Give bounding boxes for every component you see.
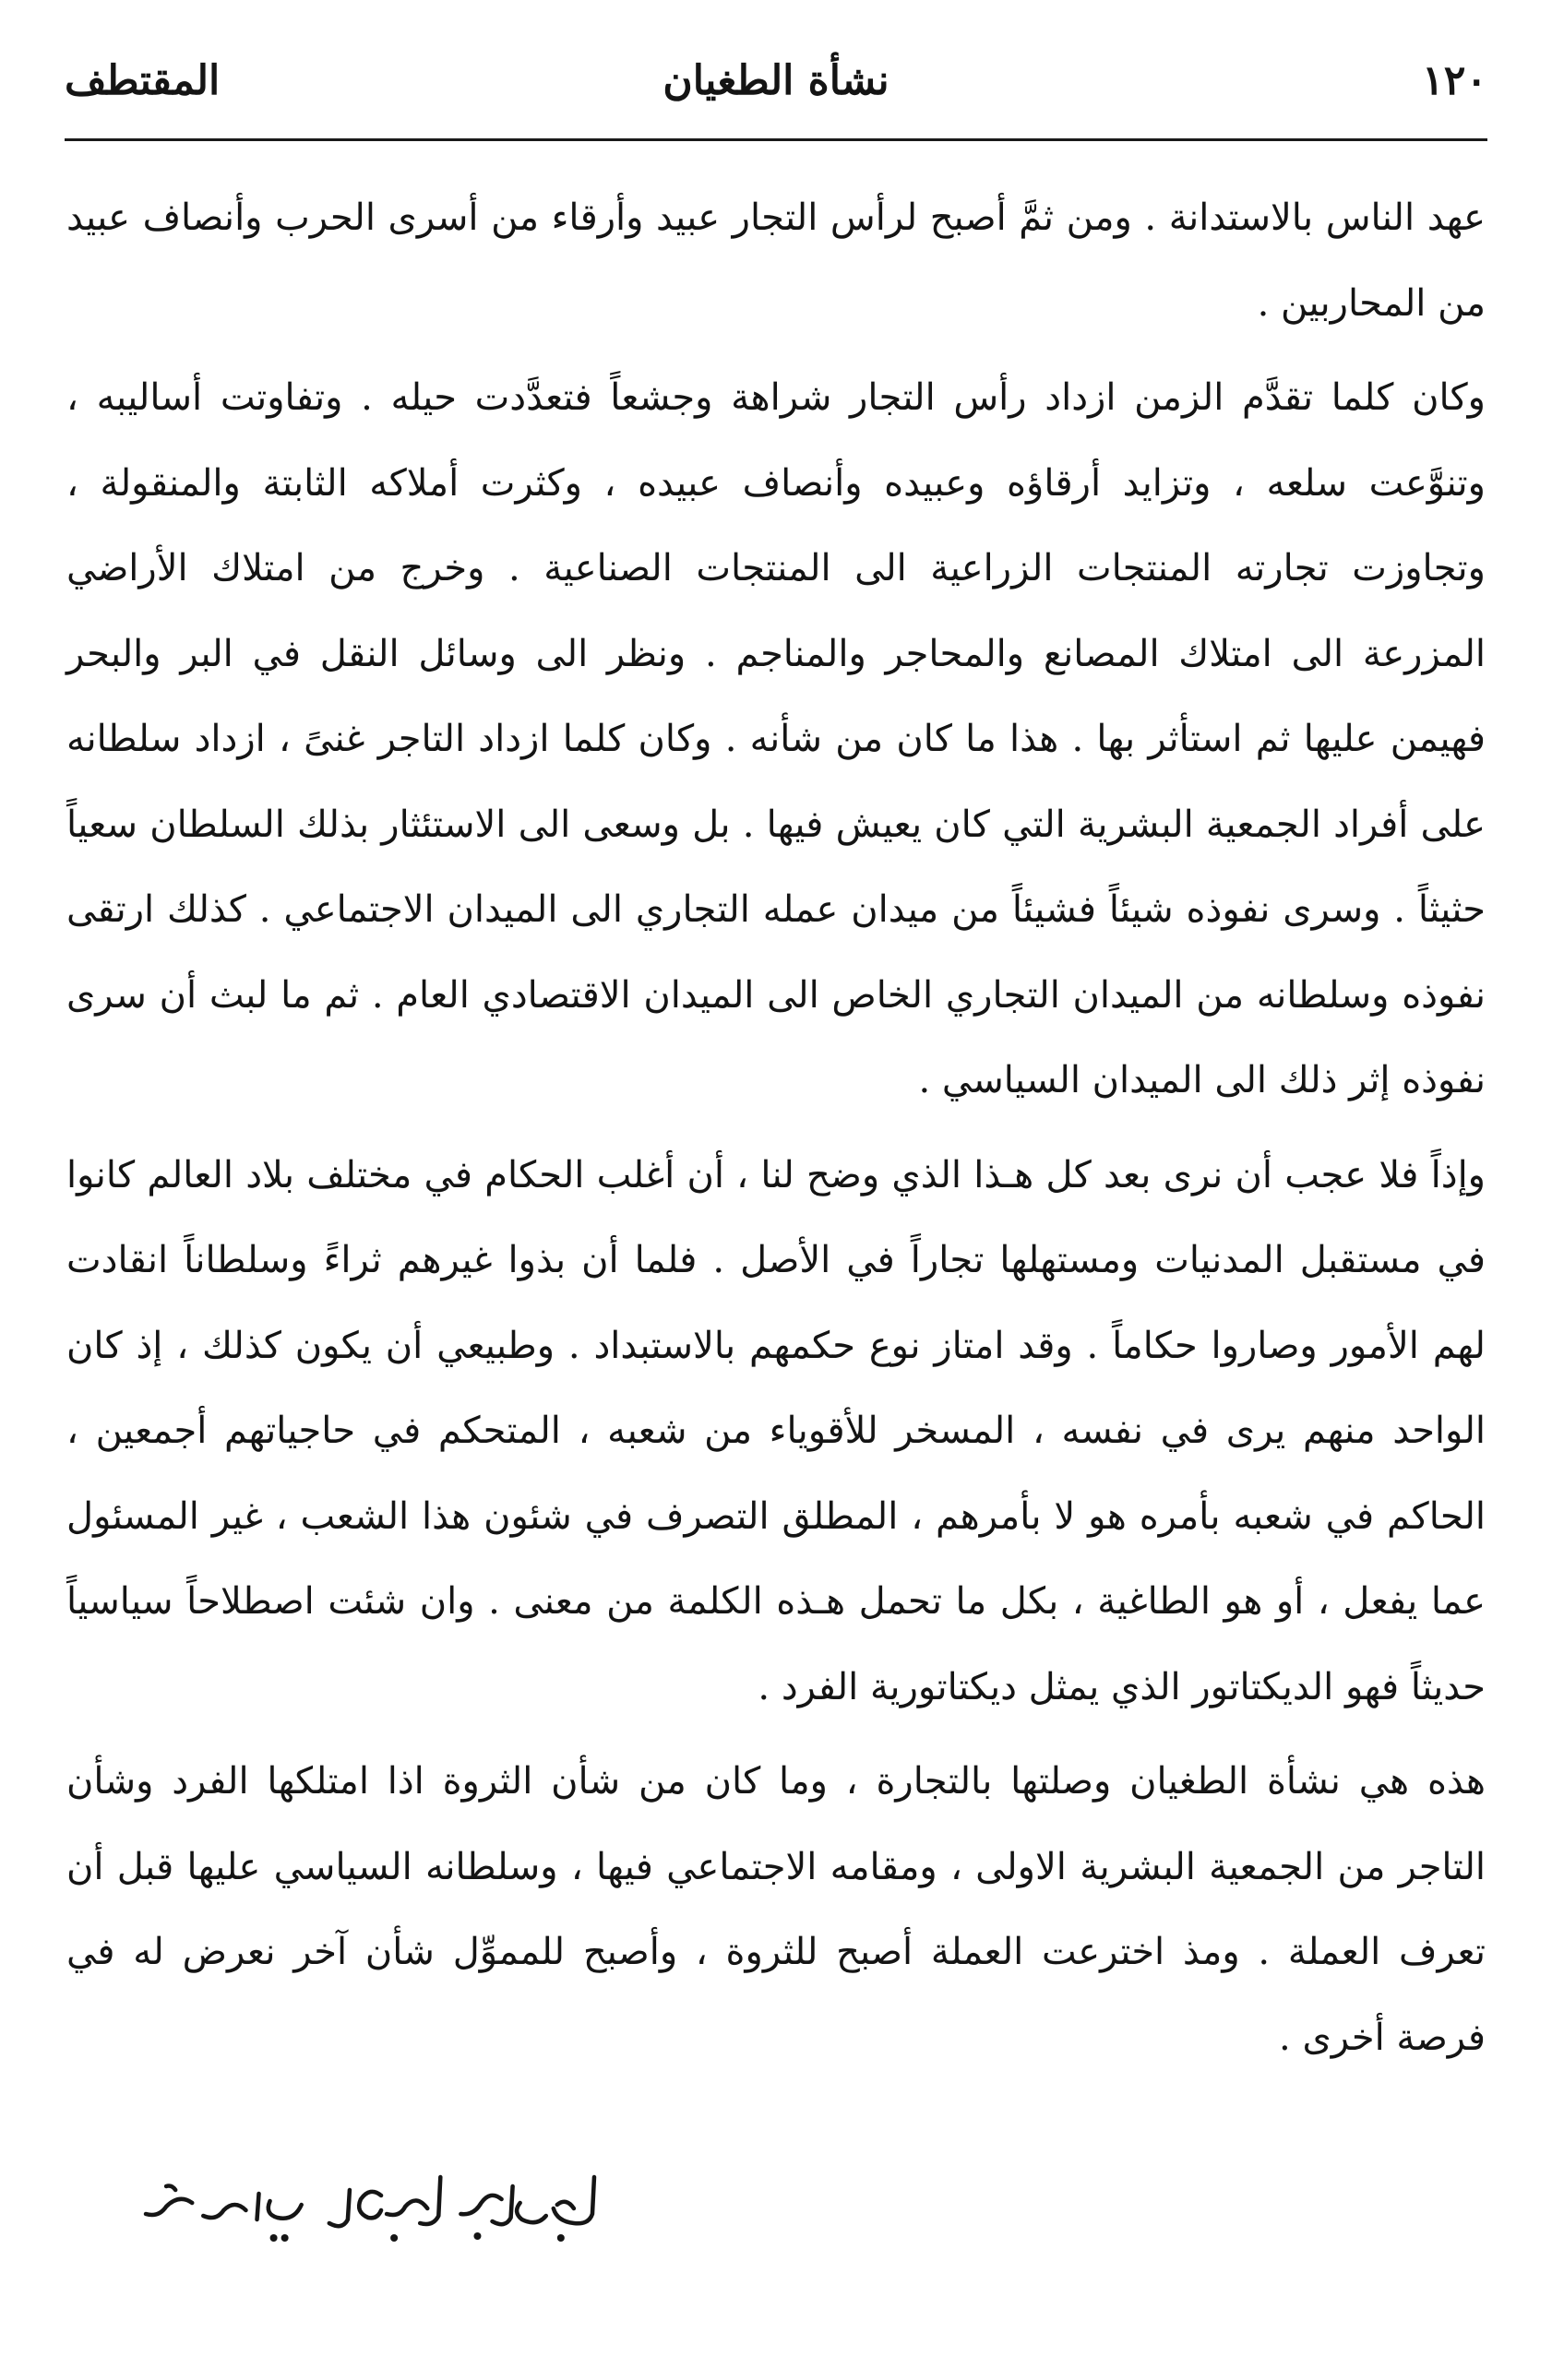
- paragraph: هذه هي نشأة الطغيان وصلتها بالتجارة ، وما كان من شأن الثروة اذا امتلكها الفرد وشأن التاجر من الجمعية البشرية الاولى ، ومقامه الاجتماعي فيها ، وسلطانه السياسي عليها قبل أن تعرف العملة . ومذ اخترعت العملة أصبح للثروة ، وأصبح للمموِّل شأن آخر نعرض له في فرصة أخرى .: [66, 1760, 1486, 2059]
- author-signature: [138, 2149, 602, 2260]
- signature-graphic: [138, 2149, 602, 2260]
- page-number: ١٢٠: [1422, 57, 1487, 104]
- paragraph: وكان كلما تقدَّم الزمن ازداد رأس التجار شراهة وجشعاً فتعدَّدت حيله . وتفاوتت أساليبه ، وتنوَّعت سلعه ، وتزايد أرقاؤه وعبيده وأنصاف عبيده ، وكثرت أملاكه الثابتة والمنقولة ، وتجاوزت تجارته المنتجات الزراعية الى المنتجات الصناعية . وخرج من امتلاك الأراضي المزرعة الى امتلاك المصانع والمحاجر والمناجم . ونظر الى وسائل النقل في البر والبحر فهيمن عليها ثم استأثر بها . هذا ما كان من شأنه . وكان كلما ازداد التاجر غنىً ، ازداد سلطانه على أفراد الجمعية البشرية التي كان يعيش فيها . بل وسعى الى الاستئثار بذلك السلطان سعياً حثيثاً . وسرى نفوذه شيئاً فشيئاً من ميدان عمله التجاري الى الميدان الاجتماعي . كذلك ارتقى نفوذه وسلطانه من الميدان التجاري الخاص الى الميدان الاقتصادي العام . ثم ما لبث أن سرى نفوذه إثر ذلك الى الميدان السياسي .: [66, 376, 1486, 1101]
- article-body: [66, 175, 1486, 2089]
- article-title: نشأة الطغيان: [663, 57, 889, 104]
- paragraph: عهد الناس بالاستدانة . ومن ثمَّ أصبح لرأس التجار عبيد وأرقاء من أسرى الحرب وأنصاف عبيد من المحاربين .: [66, 196, 1486, 325]
- journal-name: المقتطف: [65, 57, 221, 104]
- header-divider: [65, 138, 1487, 141]
- paragraph: وإذاً فلا عجب أن نرى بعد كل هـذا الذي وضح لنا ، أن أغلب الحكام في مختلف بلاد العالم كانوا في مستقبل المدنيات ومستهلها تجاراً في الأصل . فلما أن بذوا غيرهم ثراءً وسلطاناً انقادت لهم الأمور وصاروا حكاماً . وقد امتاز نوع حكمهم بالاستبداد . وطبيعي أن يكون كذلك ، إذ كان الواحد منهم يرى في نفسه ، المسخر للأقوياء من شعبه ، المتحكم في حاجياتهم أجمعين ، الحاكم في شعبه بأمره هو لا بأمرهم ، المطلق التصرف في شئون هذا الشعب ، غير المسئول عما يفعل ، أو هو الطاغية ، بكل ما تحمل هـذه الكلمة من معنى . وان شئت اصطلاحاً سياسياً حديثاً فهو الديكتاتور الذي يمثل ديكتاتورية الفرد .: [66, 1153, 1486, 1708]
- running-header: [65, 44, 1487, 118]
